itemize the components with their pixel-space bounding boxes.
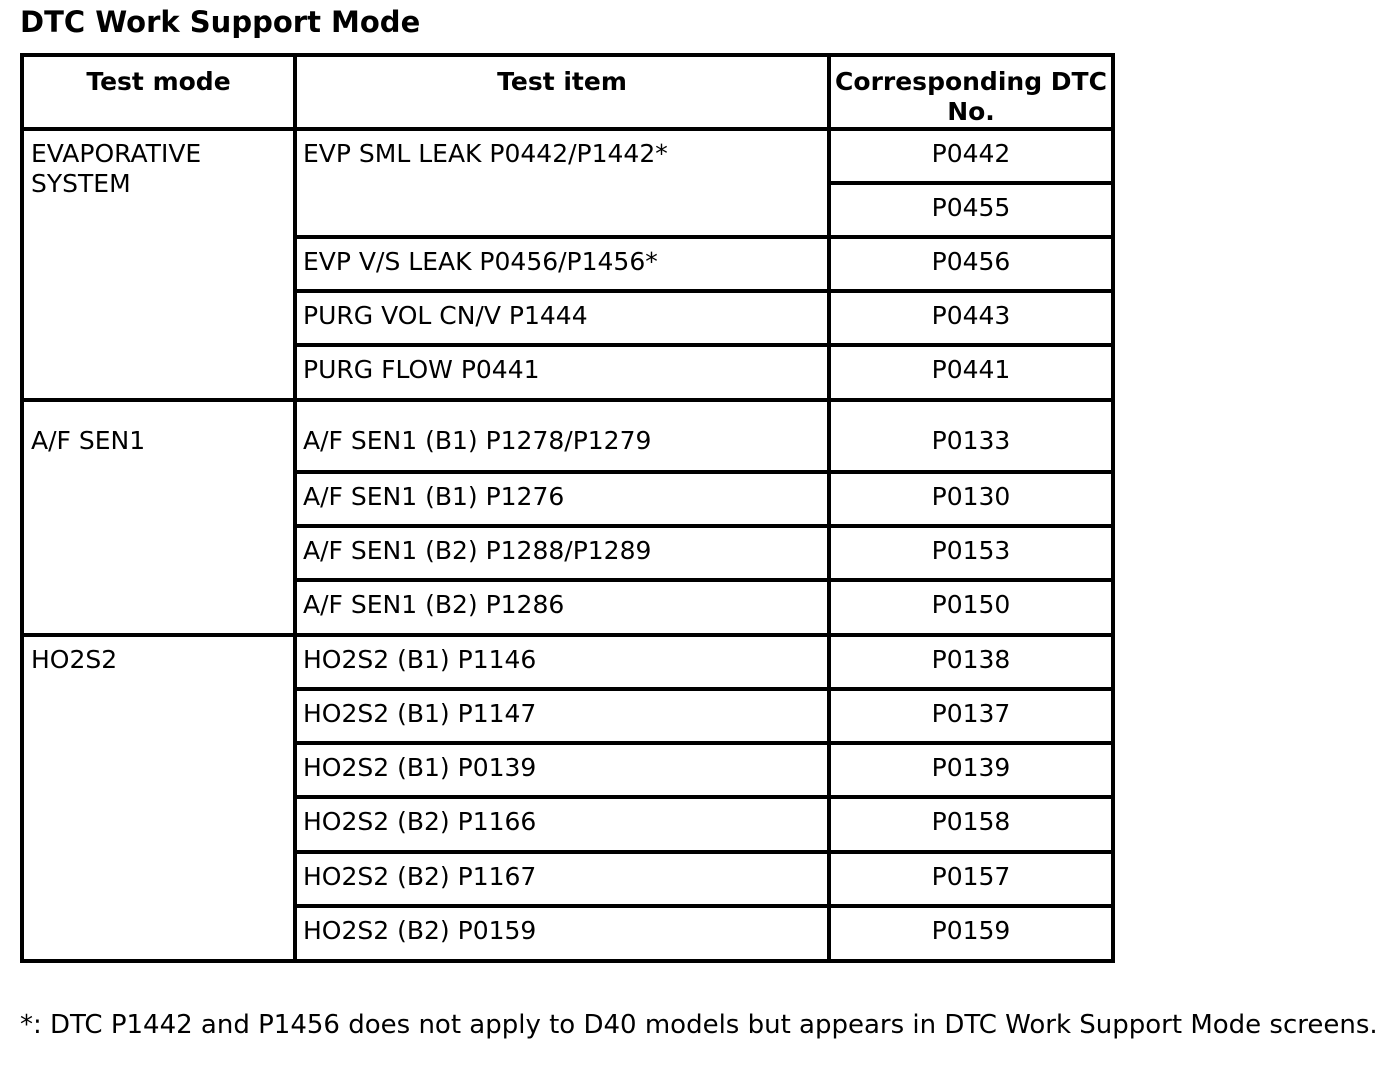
footnote: *: DTC P1442 and P1456 does not apply to D40 models but appears in DTC Work Support Mode screens. bbox=[20, 1010, 1378, 1040]
dtc-code-cell: P0133 bbox=[829, 400, 1113, 472]
test-item-cell: PURG FLOW P0441 bbox=[295, 345, 829, 400]
dtc-code-cell: P0138 bbox=[829, 635, 1113, 689]
test-item-cell: EVP SML LEAK P0442/P1442* bbox=[295, 129, 829, 237]
table-header-row bbox=[22, 55, 1113, 129]
test-mode-label: A/F SEN1 bbox=[31, 426, 146, 455]
table-row bbox=[22, 129, 1113, 183]
test-mode-cell bbox=[22, 635, 295, 961]
test-mode-label: EVAPORATIVE bbox=[31, 139, 202, 168]
dtc-code-cell: P0139 bbox=[829, 743, 1113, 797]
test-mode-label: SYSTEM bbox=[31, 169, 131, 198]
test-item-cell: EVP V/S LEAK P0456/P1456* bbox=[295, 237, 829, 291]
dtc-code-cell: P0159 bbox=[829, 906, 1113, 961]
dtc-code-cell: P0158 bbox=[829, 797, 1113, 852]
test-mode-label: HO2S2 bbox=[31, 645, 118, 674]
dtc-code-cell: P0157 bbox=[829, 852, 1113, 906]
table-row bbox=[22, 400, 1113, 472]
dtc-work-support-table bbox=[20, 53, 1115, 963]
test-item-cell: HO2S2 (B1) P0139 bbox=[295, 743, 829, 797]
test-item-cell: HO2S2 (B2) P1166 bbox=[295, 797, 829, 852]
test-item-cell: PURG VOL CN/V P1444 bbox=[295, 291, 829, 345]
test-item-cell: A/F SEN1 (B2) P1286 bbox=[295, 580, 829, 635]
test-item-cell: HO2S2 (B2) P1167 bbox=[295, 852, 829, 906]
test-item-cell: A/F SEN1 (B1) P1278/P1279 bbox=[295, 400, 829, 472]
dtc-code-cell: P0130 bbox=[829, 472, 1113, 526]
header-dtc-no bbox=[829, 55, 1113, 129]
page-title: DTC Work Support Mode bbox=[20, 5, 421, 39]
test-item-cell: A/F SEN1 (B1) P1276 bbox=[295, 472, 829, 526]
header-dtc-line2: No. bbox=[947, 97, 995, 126]
header-dtc-line1: Corresponding DTC bbox=[835, 67, 1107, 96]
dtc-code-cell: P0442 bbox=[829, 129, 1113, 183]
dtc-code-cell: P0443 bbox=[829, 291, 1113, 345]
test-mode-cell bbox=[22, 129, 295, 400]
dtc-code-cell: P0455 bbox=[829, 183, 1113, 237]
header-test-item: Test item bbox=[295, 55, 829, 129]
test-item-cell: A/F SEN1 (B2) P1288/P1289 bbox=[295, 526, 829, 580]
dtc-code-cell: P0441 bbox=[829, 345, 1113, 400]
dtc-code-cell: P0456 bbox=[829, 237, 1113, 291]
dtc-code-cell: P0150 bbox=[829, 580, 1113, 635]
test-item-cell: HO2S2 (B1) P1147 bbox=[295, 689, 829, 743]
dtc-code-cell: P0153 bbox=[829, 526, 1113, 580]
test-mode-cell bbox=[22, 400, 295, 635]
header-test-mode: Test mode bbox=[22, 55, 295, 129]
test-item-cell: HO2S2 (B2) P0159 bbox=[295, 906, 829, 961]
test-item-cell: HO2S2 (B1) P1146 bbox=[295, 635, 829, 689]
table-row bbox=[22, 635, 1113, 689]
dtc-code-cell: P0137 bbox=[829, 689, 1113, 743]
